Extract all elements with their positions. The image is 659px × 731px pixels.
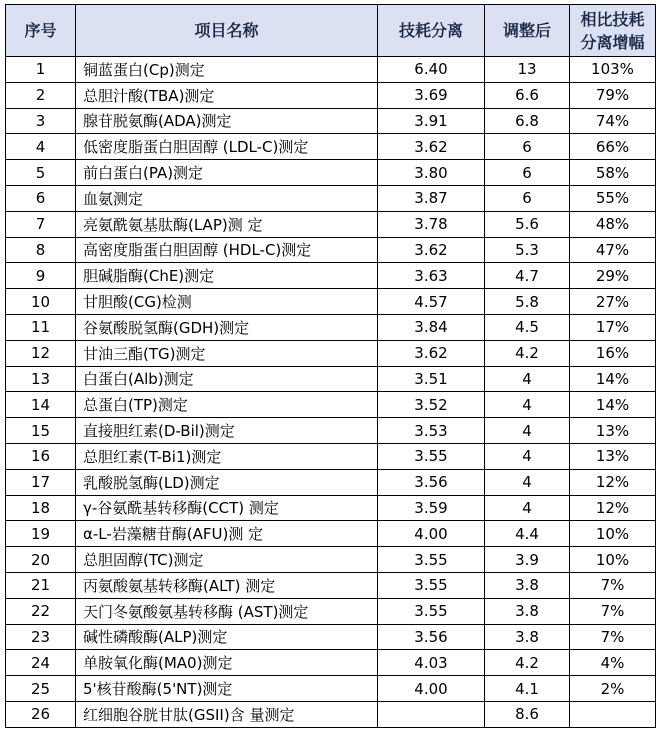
cell-no: 7 (6, 211, 76, 237)
cell-name: α-L-岩藻糖苷酶(AFU)测 定 (76, 521, 378, 547)
cell-no: 25 (6, 676, 76, 702)
cell-adj: 3.9 (485, 547, 570, 573)
table-row (6, 134, 656, 160)
table-header (6, 5, 656, 57)
cell-adj: 3.8 (485, 624, 570, 650)
cell-name: 低密度脂蛋白胆固醇 (LDL-C)测定 (76, 134, 378, 160)
table-row (6, 82, 656, 108)
cell-growth: 7% (570, 624, 656, 650)
table-row (6, 598, 656, 624)
cell-no: 23 (6, 624, 76, 650)
cell-growth: 16% (570, 340, 656, 366)
cell-name: 甘胆酸(CG)检测 (76, 289, 378, 315)
cell-sep: 3.69 (378, 82, 485, 108)
cell-adj: 6.6 (485, 82, 570, 108)
cell-adj: 6.8 (485, 108, 570, 134)
cell-sep: 3.55 (378, 443, 485, 469)
cell-adj: 4.5 (485, 314, 570, 340)
cell-growth: 79% (570, 82, 656, 108)
lab-test-table (5, 4, 656, 728)
cell-adj: 8.6 (485, 701, 570, 727)
cell-growth: 14% (570, 366, 656, 392)
table-row (6, 469, 656, 495)
cell-growth: 29% (570, 263, 656, 289)
cell-sep: 3.62 (378, 237, 485, 263)
cell-adj: 4 (485, 392, 570, 418)
cell-sep: 3.84 (378, 314, 485, 340)
cell-growth: 13% (570, 443, 656, 469)
cell-no: 13 (6, 366, 76, 392)
cell-name: 高密度脂蛋白胆固醇 (HDL-C)测定 (76, 237, 378, 263)
cell-adj: 5.8 (485, 289, 570, 315)
table-row (6, 211, 656, 237)
cell-no: 17 (6, 469, 76, 495)
header-cell-sep: 技耗分离 (378, 5, 485, 57)
cell-name: 碱性磷酸酶(ALP)测定 (76, 624, 378, 650)
cell-no: 20 (6, 547, 76, 573)
cell-adj: 4.1 (485, 676, 570, 702)
cell-no: 3 (6, 108, 76, 134)
table-row (6, 443, 656, 469)
cell-no: 10 (6, 289, 76, 315)
cell-no: 15 (6, 418, 76, 444)
cell-adj: 6 (485, 160, 570, 186)
cell-sep: 6.40 (378, 57, 485, 83)
cell-name: 总胆红素(T-Bi1)测定 (76, 443, 378, 469)
cell-name: 白蛋白(Alb)测定 (76, 366, 378, 392)
cell-adj: 4 (485, 418, 570, 444)
cell-growth: 10% (570, 521, 656, 547)
cell-no: 19 (6, 521, 76, 547)
cell-adj: 4.7 (485, 263, 570, 289)
table-row (6, 237, 656, 263)
cell-growth: 4% (570, 650, 656, 676)
cell-growth: 13% (570, 418, 656, 444)
cell-sep: 3.52 (378, 392, 485, 418)
cell-adj: 6 (485, 134, 570, 160)
cell-adj: 5.6 (485, 211, 570, 237)
cell-sep: 3.62 (378, 134, 485, 160)
cell-adj: 4.2 (485, 340, 570, 366)
cell-sep: 4.57 (378, 289, 485, 315)
cell-name: 腺苷脱氨酶(ADA)测定 (76, 108, 378, 134)
cell-sep (378, 701, 485, 727)
table-row (6, 521, 656, 547)
table-row (6, 185, 656, 211)
cell-growth: 7% (570, 572, 656, 598)
cell-growth: 66% (570, 134, 656, 160)
cell-growth: 47% (570, 237, 656, 263)
cell-growth: 74% (570, 108, 656, 134)
cell-name: 丙氨酸氨基转移酶(ALT) 测定 (76, 572, 378, 598)
cell-name: 总胆汁酸(TBA)测定 (76, 82, 378, 108)
cell-name: γ-谷氨酰基转移酶(CCT) 测定 (76, 495, 378, 521)
cell-growth: 10% (570, 547, 656, 573)
cell-growth: 48% (570, 211, 656, 237)
table-row (6, 314, 656, 340)
table-row (6, 701, 656, 727)
cell-name: 总蛋白(TP)测定 (76, 392, 378, 418)
cell-adj: 4 (485, 443, 570, 469)
cell-no: 2 (6, 82, 76, 108)
table-row (6, 392, 656, 418)
cell-name: 铜蓝蛋白(Cp)测定 (76, 57, 378, 83)
cell-no: 14 (6, 392, 76, 418)
header-cell-name: 项目名称 (76, 5, 378, 57)
cell-no: 9 (6, 263, 76, 289)
cell-adj: 4 (485, 469, 570, 495)
cell-adj: 4 (485, 495, 570, 521)
cell-sep: 3.78 (378, 211, 485, 237)
table-row (6, 624, 656, 650)
cell-growth: 12% (570, 469, 656, 495)
header-row (6, 5, 656, 57)
cell-sep: 3.91 (378, 108, 485, 134)
table-row (6, 547, 656, 573)
cell-sep: 3.87 (378, 185, 485, 211)
cell-no: 6 (6, 185, 76, 211)
cell-sep: 3.51 (378, 366, 485, 392)
cell-name: 甘油三酯(TG)测定 (76, 340, 378, 366)
cell-sep: 3.59 (378, 495, 485, 521)
cell-growth: 55% (570, 185, 656, 211)
cell-sep: 3.80 (378, 160, 485, 186)
cell-sep: 3.62 (378, 340, 485, 366)
cell-no: 24 (6, 650, 76, 676)
cell-sep: 3.56 (378, 624, 485, 650)
cell-name: 红细胞谷胱甘肽(GSII)含 量测定 (76, 701, 378, 727)
cell-sep: 3.63 (378, 263, 485, 289)
cell-no: 12 (6, 340, 76, 366)
cell-adj: 3.8 (485, 572, 570, 598)
header-cell-no: 序号 (6, 5, 76, 57)
table-row (6, 289, 656, 315)
cell-adj: 3.8 (485, 598, 570, 624)
cell-name: 胆碱脂酶(ChE)测定 (76, 263, 378, 289)
cell-sep: 4.03 (378, 650, 485, 676)
table-row (6, 160, 656, 186)
cell-sep: 3.53 (378, 418, 485, 444)
table-row (6, 572, 656, 598)
cell-sep: 4.00 (378, 521, 485, 547)
cell-sep: 4.00 (378, 676, 485, 702)
cell-no: 4 (6, 134, 76, 160)
cell-no: 21 (6, 572, 76, 598)
header-cell-adj: 调整后 (485, 5, 570, 57)
cell-growth (570, 701, 656, 727)
table-row (6, 108, 656, 134)
cell-sep: 3.55 (378, 572, 485, 598)
cell-no: 8 (6, 237, 76, 263)
cell-adj: 6 (485, 185, 570, 211)
table-row (6, 57, 656, 83)
cell-adj: 4.2 (485, 650, 570, 676)
table-row (6, 418, 656, 444)
cell-no: 22 (6, 598, 76, 624)
cell-name: 血氨测定 (76, 185, 378, 211)
cell-name: 总胆固醇(TC)测定 (76, 547, 378, 573)
cell-no: 26 (6, 701, 76, 727)
cell-growth: 14% (570, 392, 656, 418)
cell-sep: 3.55 (378, 598, 485, 624)
cell-adj: 5.3 (485, 237, 570, 263)
cell-no: 1 (6, 57, 76, 83)
cell-name: 天门冬氨酸氨基转移酶 (AST)测定 (76, 598, 378, 624)
table-row (6, 263, 656, 289)
cell-no: 18 (6, 495, 76, 521)
cell-adj: 4.4 (485, 521, 570, 547)
cell-growth: 103% (570, 57, 656, 83)
lab-test-table-container (5, 4, 656, 728)
table-row (6, 495, 656, 521)
cell-growth: 27% (570, 289, 656, 315)
cell-growth: 58% (570, 160, 656, 186)
cell-name: 前白蛋白(PA)测定 (76, 160, 378, 186)
table-body (6, 57, 656, 728)
cell-sep: 3.56 (378, 469, 485, 495)
table-row (6, 676, 656, 702)
cell-no: 5 (6, 160, 76, 186)
cell-no: 11 (6, 314, 76, 340)
cell-name: 5'核苷酸酶(5'NT)测定 (76, 676, 378, 702)
table-row (6, 650, 656, 676)
cell-growth: 2% (570, 676, 656, 702)
table-row (6, 366, 656, 392)
cell-adj: 4 (485, 366, 570, 392)
cell-growth: 17% (570, 314, 656, 340)
header-cell-growth: 相比技耗分离增幅 (570, 5, 656, 57)
table-row (6, 340, 656, 366)
cell-growth: 7% (570, 598, 656, 624)
cell-name: 直接胆红素(D-Bil)测定 (76, 418, 378, 444)
cell-adj: 13 (485, 57, 570, 83)
cell-name: 亮氨酰氨基肽酶(LAP)测 定 (76, 211, 378, 237)
cell-name: 单胺氧化酶(MA0)测定 (76, 650, 378, 676)
cell-growth: 12% (570, 495, 656, 521)
cell-sep: 3.55 (378, 547, 485, 573)
cell-name: 谷氨酸脱氢酶(GDH)测定 (76, 314, 378, 340)
cell-name: 乳酸脱氢酶(LD)测定 (76, 469, 378, 495)
cell-no: 16 (6, 443, 76, 469)
